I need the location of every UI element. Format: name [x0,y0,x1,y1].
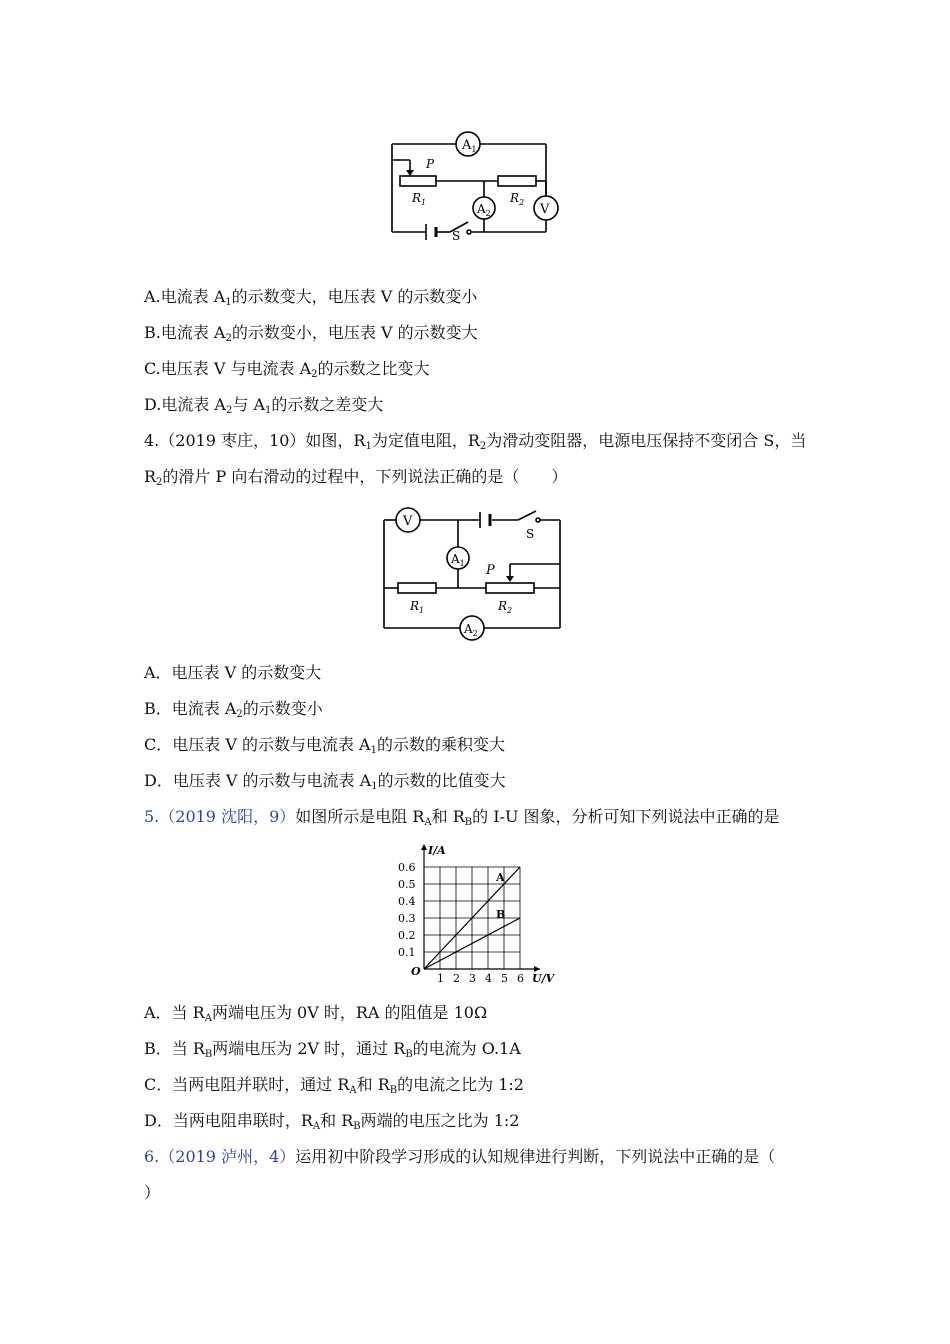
q4-option-b: B．电流表 $A_2$的示数变小 [144,699,323,720]
q5-option-a: A．当 $R_A$两端电压为 0V 时，RA 的阻值是 10Ω [144,1003,488,1024]
x-tick-label: 4 [485,972,492,985]
origin-label: O [411,965,421,978]
y-tick-label: 0.1 [398,946,416,959]
y-axis-label: I/A [428,844,446,857]
y-tick-label: 0.5 [398,878,416,891]
q5-option-d: D．当两电阻串联时，$R_A$和 $R_B$两端的电压之比为 1:2 [144,1111,520,1132]
x-tick-label: 5 [501,972,508,985]
q4-stem-line-1: 4.（2019 枣庄，10）如图，$R_1$为定值电阻，$R_2$为滑动变阻器，电源电压保持不变闭合 S，当 [144,431,807,452]
q3-option-c: C.电压表 V 与电流表 $A_2$的示数之比变大 [144,359,430,380]
q5-stem: 5.（2019 沈阳，9）如图所示是电阻 $R_A$和 $R_B$的 I-U 图象，分析可知下列说法中正确的是 [144,807,780,828]
slider-p-label: P [426,157,435,171]
q6-source: 6.（2019 泸州，4） [144,1147,296,1166]
q4-option-a: A．电压表 V 的示数变大 [144,663,322,682]
y-tick-label: 0.6 [398,861,416,874]
voltmeter-v-label: V [403,514,413,529]
x-axis-label: U/V [532,972,555,985]
x-tick-label: 6 [517,972,524,985]
q3-option-b: B.电流表 $A_2$的示数变小，电压表 V 的示数变大 [144,323,478,344]
q5-source: 5.（2019 沈阳，9） [144,807,296,826]
q4-option-d: D．电压表 V 的示数与电流表 $A_1$的示数的比值变大 [144,771,506,792]
ammeter-a2-label: $A_2$ [464,622,478,638]
circuit-figure-2 [378,504,568,644]
ammeter-a1-label: $A_1$ [451,552,465,568]
series-label-A: A [496,871,505,884]
ammeter-a2-label: $A_2$ [477,202,491,218]
q3-option-d: D.电流表 $A_2$与 $A_1$的示数之差变大 [144,395,384,416]
iu-graph [396,842,560,986]
series-label-B: B [496,908,506,921]
q6-stem: 6.（2019 泸州，4）运用初中阶段学习形成的认知规律进行判断，下列说法中正确的是（ [144,1147,776,1166]
x-tick-label: 3 [469,972,476,985]
y-axis-arrow [421,844,427,850]
y-tick-label: 0.3 [398,912,416,925]
switch-s-label: S [452,229,461,240]
q4-stem-line-2: $R_2$的滑片 P 向右滑动的过程中，下列说法正确的是（ ） [144,467,568,488]
q6-stem-line-2: ） [144,1183,161,1202]
resistor-r2-label: $R_2$ [498,599,513,615]
x-tick-label: 2 [453,972,460,985]
y-tick-label: 0.2 [398,929,416,942]
y-tick-label: 0.4 [398,895,416,908]
ammeter-a1-label: $A_1$ [462,138,477,154]
slider-p-label: P [486,563,495,578]
circuit-figure-1 [380,128,560,240]
resistor-r2-label: $R_2$ [510,191,525,207]
resistor-r1-label: $R_1$ [410,599,425,615]
q5-option-b: B．当 $R_B$两端电压为 2V 时，通过 $R_B$的电流为 O.1A [144,1039,521,1060]
switch-s-label: S [526,527,535,541]
x-tick-label: 1 [437,972,444,985]
q5-option-c: C．当两电阻并联时，通过 $R_A$和 $R_B$的电流之比为 1:2 [144,1075,524,1096]
q3-option-a: A.电流表 $A_1$的示数变大，电压表 V 的示数变小 [144,287,478,308]
q4-option-c: C．电压表 V 的示数与电流表 $A_1$的示数的乘积变大 [144,735,506,756]
voltmeter-v-label: V [540,202,550,217]
resistor-r1-label: $R_1$ [412,191,427,207]
